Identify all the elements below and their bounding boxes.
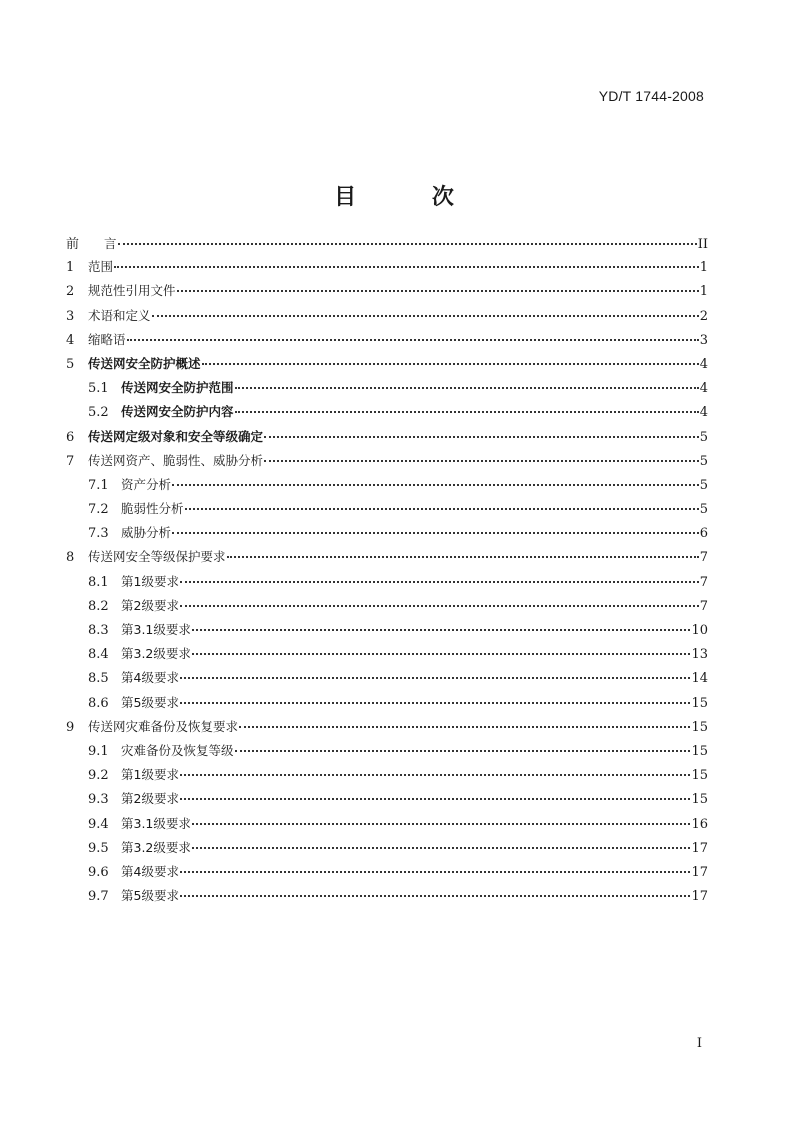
toc-entry-page: II bbox=[697, 237, 708, 252]
toc-leader-dots bbox=[185, 508, 699, 510]
toc-entry-page: 13 bbox=[691, 647, 708, 663]
toc-entry-label: 第1级要求 bbox=[121, 767, 179, 783]
toc-entry-number: 6 bbox=[66, 429, 75, 445]
toc-entry[interactable] bbox=[66, 620, 708, 644]
toc-entry-page: 15 bbox=[691, 743, 708, 759]
toc-entry-label: 缩略语 bbox=[88, 331, 126, 347]
toc-leader-dots bbox=[264, 460, 699, 462]
toc-entry-page: 10 bbox=[691, 623, 708, 638]
toc-entry[interactable] bbox=[66, 644, 708, 668]
toc-entry-page: 5 bbox=[699, 477, 708, 493]
toc-entry-number: 8.6 bbox=[88, 695, 109, 711]
toc-leader-dots bbox=[202, 363, 699, 365]
toc-entry-number: 5.1 bbox=[88, 381, 109, 397]
toc-entry-page: 14 bbox=[691, 671, 708, 687]
toc-leader-dots bbox=[180, 677, 691, 679]
toc-entry-label: 规范性引用文件 bbox=[88, 283, 176, 299]
toc-entry-page: 4 bbox=[699, 405, 708, 421]
toc-entry-page: 5 bbox=[699, 429, 708, 445]
toc-entry-number: 7.3 bbox=[88, 526, 109, 542]
toc-entry-label: 言 bbox=[104, 236, 117, 251]
toc-entry[interactable] bbox=[66, 523, 708, 547]
toc-entry-label: 第5级要求 bbox=[121, 888, 179, 904]
toc-entry-label: 传送网资产、脆弱性、威胁分析 bbox=[88, 452, 264, 468]
toc-entry-number: 7.2 bbox=[88, 502, 109, 518]
toc-entry[interactable] bbox=[66, 354, 708, 378]
toc-entry-page: 4 bbox=[699, 381, 708, 397]
document-code: YD/T 1744-2008 bbox=[598, 88, 704, 104]
toc-entry-label: 第3.2级要求 bbox=[121, 646, 191, 662]
toc-entry[interactable] bbox=[66, 693, 708, 717]
toc-entry[interactable] bbox=[66, 330, 708, 354]
toc-entry-label: 第4级要求 bbox=[121, 670, 179, 686]
toc-entry[interactable] bbox=[66, 451, 708, 475]
toc-entry[interactable] bbox=[66, 668, 708, 692]
toc-leader-dots bbox=[235, 750, 691, 752]
toc-entry[interactable] bbox=[66, 427, 708, 451]
toc-entry-label: 第2级要求 bbox=[121, 597, 179, 613]
toc-entry-label: 脆弱性分析 bbox=[121, 501, 184, 517]
toc-entry-number: 8.5 bbox=[88, 671, 109, 687]
toc-entry[interactable] bbox=[66, 402, 708, 426]
toc-entry-label: 传送网安全防护概述 bbox=[88, 355, 201, 371]
toc-leader-dots bbox=[177, 290, 699, 292]
toc-entry-page: 2 bbox=[699, 308, 708, 324]
toc-entry-label: 第3.1级要求 bbox=[121, 622, 191, 637]
toc-entry-number: 4 bbox=[66, 332, 75, 348]
toc-entry-label: 资产分析 bbox=[121, 476, 172, 492]
toc-entry-number: 8 bbox=[66, 550, 75, 566]
toc-entry-page: 16 bbox=[691, 816, 708, 832]
toc-entry-page: 5 bbox=[699, 502, 708, 518]
toc-entry-number: 8.1 bbox=[88, 574, 109, 590]
toc-entry[interactable] bbox=[66, 281, 708, 305]
toc-entry-page: 1 bbox=[699, 284, 708, 300]
toc-entry-label: 第1级要求 bbox=[121, 573, 179, 589]
toc-entry[interactable] bbox=[66, 306, 708, 330]
toc-entry[interactable] bbox=[66, 862, 708, 886]
toc-entry[interactable] bbox=[66, 717, 708, 741]
toc-entry[interactable] bbox=[66, 475, 708, 499]
toc-entry[interactable] bbox=[66, 378, 708, 402]
toc-leader-dots bbox=[235, 387, 699, 389]
toc-entry-page: 3 bbox=[699, 332, 708, 348]
toc-leader-dots bbox=[118, 243, 697, 245]
toc-entry-page: 15 bbox=[691, 792, 708, 808]
toc-entry-number: 8.4 bbox=[88, 647, 109, 663]
toc-entry-page: 15 bbox=[691, 719, 708, 735]
toc-leader-dots bbox=[180, 702, 691, 704]
toc-entry-page: 17 bbox=[691, 889, 708, 905]
toc-entry-number: 5 bbox=[66, 356, 75, 372]
toc-entry-number: 8.3 bbox=[88, 623, 109, 638]
toc-leader-dots bbox=[180, 581, 699, 583]
toc-entry-number: 9.1 bbox=[88, 743, 109, 759]
toc-entry-number: 9.2 bbox=[88, 768, 109, 784]
toc-entry-page: 7 bbox=[699, 574, 708, 590]
toc-entry-label: 范围 bbox=[88, 259, 114, 275]
toc-leader-dots bbox=[180, 605, 699, 607]
toc-entry-label: 传送网定级对象和安全等级确定 bbox=[88, 428, 264, 444]
toc-entry-number: 9.6 bbox=[88, 864, 109, 880]
toc-entry-page: 1 bbox=[699, 260, 708, 276]
toc-leader-dots bbox=[127, 339, 699, 341]
toc-entry[interactable] bbox=[66, 572, 708, 596]
toc-entry-number: 1 bbox=[66, 260, 75, 276]
toc-entry-number: 9 bbox=[66, 719, 75, 735]
toc-title: 目 次 bbox=[334, 185, 488, 210]
toc-entry[interactable] bbox=[66, 838, 708, 862]
toc-entry-label: 传送网安全防护范围 bbox=[121, 380, 234, 396]
toc-entry[interactable] bbox=[66, 596, 708, 620]
toc-entry-page: 6 bbox=[699, 526, 708, 542]
toc-entry-page: 17 bbox=[691, 840, 708, 856]
toc-entry-number: 9.5 bbox=[88, 840, 109, 856]
toc-entry-page: 17 bbox=[691, 864, 708, 880]
page-number: I bbox=[696, 1036, 702, 1051]
toc-leader-dots bbox=[114, 266, 699, 268]
toc-entry[interactable] bbox=[66, 789, 708, 813]
toc-leader-dots bbox=[152, 315, 699, 317]
toc-entry-label: 传送网灾难备份及恢复要求 bbox=[88, 718, 239, 734]
toc-leader-dots bbox=[192, 653, 691, 655]
toc-entry[interactable] bbox=[66, 257, 708, 281]
toc-entry-page: 7 bbox=[699, 550, 708, 566]
toc-entry-label: 灾难备份及恢复等级 bbox=[121, 742, 234, 758]
toc-entry-label: 第5级要求 bbox=[121, 694, 179, 710]
toc-leader-dots bbox=[172, 532, 699, 534]
toc-entry[interactable] bbox=[66, 886, 708, 910]
toc-leader-dots bbox=[180, 774, 691, 776]
toc-entry-label: 术语和定义 bbox=[88, 307, 151, 323]
toc-leader-dots bbox=[239, 726, 690, 728]
toc-leader-dots bbox=[192, 847, 691, 849]
toc-entry-page: 15 bbox=[691, 768, 708, 784]
toc-entry-label: 传送网安全防护内容 bbox=[121, 404, 234, 420]
toc-entry-number: 9.4 bbox=[88, 816, 109, 832]
toc-entry-number: 7 bbox=[66, 453, 75, 469]
toc-entry-number: 前 bbox=[66, 237, 80, 252]
toc-entry-page: 7 bbox=[699, 598, 708, 614]
toc-leader-dots bbox=[227, 556, 699, 558]
toc-entry-label: 第3.2级要求 bbox=[121, 839, 191, 855]
toc-entry-number: 2 bbox=[66, 284, 75, 300]
toc-entry-label: 传送网安全等级保护要求 bbox=[88, 549, 226, 565]
toc-entry-number: 3 bbox=[66, 308, 75, 324]
toc-entry-number: 7.1 bbox=[88, 477, 109, 493]
toc-entry-page: 5 bbox=[699, 453, 708, 469]
toc-entry-label: 第2级要求 bbox=[121, 791, 179, 807]
toc-entry-page: 15 bbox=[691, 695, 708, 711]
toc-leader-dots bbox=[180, 895, 691, 897]
toc-entry-label: 威胁分析 bbox=[121, 525, 172, 541]
toc-entry[interactable] bbox=[66, 233, 708, 257]
toc-entry-label: 第4级要求 bbox=[121, 863, 179, 879]
toc-leader-dots bbox=[180, 871, 691, 873]
toc-leader-dots bbox=[180, 798, 691, 800]
toc-leader-dots bbox=[192, 823, 691, 825]
toc-entry-number: 9.7 bbox=[88, 889, 109, 905]
toc-entry[interactable] bbox=[66, 547, 708, 571]
toc-entry[interactable] bbox=[66, 499, 708, 523]
toc-entry[interactable] bbox=[66, 741, 708, 765]
toc-leader-dots bbox=[172, 484, 699, 486]
toc-entry-number: 5.2 bbox=[88, 405, 109, 421]
toc-leader-dots bbox=[235, 411, 699, 413]
toc-entry[interactable] bbox=[66, 814, 708, 838]
toc-entry-page: 4 bbox=[699, 356, 708, 372]
toc-entry-label: 第3.1级要求 bbox=[121, 815, 191, 831]
toc-leader-dots bbox=[192, 629, 691, 631]
toc-entry-number: 8.2 bbox=[88, 598, 109, 614]
toc-entry-number: 9.3 bbox=[88, 792, 109, 808]
table-of-contents bbox=[66, 233, 708, 910]
toc-leader-dots bbox=[264, 436, 699, 438]
toc-entry[interactable] bbox=[66, 765, 708, 789]
